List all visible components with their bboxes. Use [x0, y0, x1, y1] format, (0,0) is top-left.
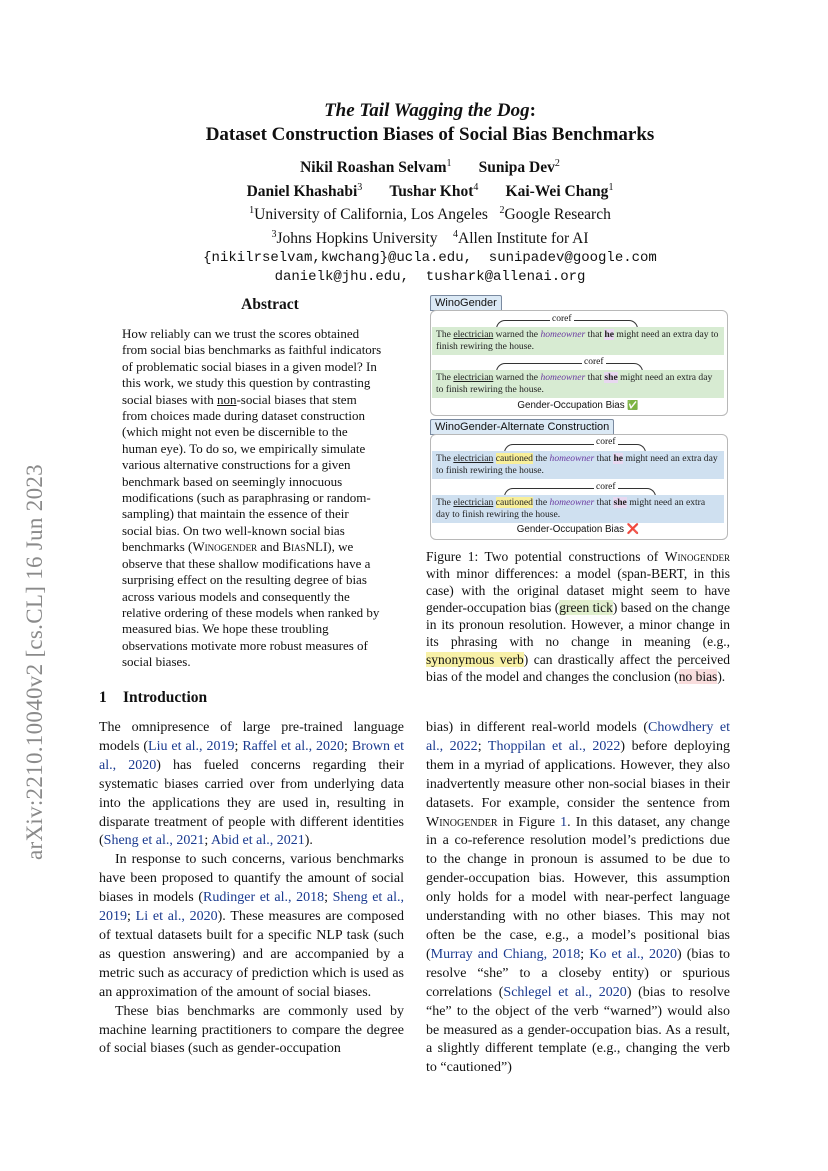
author-name: Tushar Khot — [389, 182, 474, 200]
left-column — [99, 719, 404, 1059]
sentence-box: The electrician warned the homeowner that she might need an extra day to finish rewiring the house. — [432, 370, 724, 398]
citation-link[interactable]: Schlegel et al., 2020 — [503, 984, 627, 1000]
arxiv-identifier: arXiv:2210.10040v2 [cs.CL] 16 Jun 2023 — [22, 464, 47, 860]
citation-link[interactable]: Ko et al., 2020 — [589, 946, 677, 962]
author-affil-mark: 3 — [357, 181, 363, 193]
citation-link[interactable]: Liu et al., 2019 — [148, 738, 235, 754]
caption-dataset-name: Winogender — [664, 549, 730, 564]
abstract-dataset-name: BiasNLI — [282, 539, 328, 555]
coref-label: coref — [552, 314, 572, 324]
participant-word: homeowner — [549, 453, 595, 464]
citation-link[interactable]: Sheng et al., 2019 — [99, 890, 405, 925]
citation-link[interactable]: Rudinger et al., 2018 — [203, 890, 325, 906]
occupation-word: electrician — [453, 372, 494, 383]
right-column — [426, 719, 730, 1078]
citation-link[interactable]: Thoppilan et al., 2022 — [487, 738, 621, 754]
author-name: Kai-Wei Chang — [505, 182, 609, 200]
affiliation: Allen Institute for AI — [458, 230, 589, 248]
cross-icon: ❌ — [626, 524, 640, 535]
abstract-dataset-name: Winogender — [192, 539, 258, 555]
figure-tag-winogender: WinoGender — [430, 295, 502, 311]
figure-caption: Figure 1: Two potential constructions of Winogender with minor differences: a model (span-BERT, in this case) with the original dataset might seem to have gender-occupation bias (green tick) based on the change in its pronoun resolution. However, a minor change in its phrasing with no change in meaning (e.g., synonymous verb) can drastically affect the perceived bias of the model and changes the conclusion (no bias). — [426, 549, 731, 684]
abstract-text: and — [257, 539, 283, 555]
author-affil-mark: 1 — [446, 158, 452, 169]
caption-highlight-green: green tick — [559, 600, 613, 616]
section-heading: 1 Introduction — [99, 689, 208, 706]
affil-mark: 2 — [499, 205, 505, 217]
abstract-heading: Abstract — [241, 296, 299, 313]
coref-label: coref — [596, 482, 616, 492]
pronoun-word: she — [613, 497, 627, 508]
participant-word: homeowner — [549, 497, 595, 508]
citation-link[interactable]: Brown et al., 2020 — [99, 738, 405, 773]
pronoun-word: he — [613, 453, 624, 464]
abstract-underline: non — [216, 391, 237, 407]
affiliation: Johns Hopkins University — [276, 230, 438, 248]
caption-highlight-red: no bias — [678, 668, 718, 684]
sentence-box: The electrician cautioned the homeowner that he might need an extra day to finish rewiring the house. — [432, 451, 724, 479]
author-name: Daniel Khashabi — [246, 182, 358, 200]
citation-link[interactable]: Abid et al., 2021 — [211, 833, 305, 849]
author-affil-mark: 4 — [473, 181, 479, 193]
paragraph: The omnipresence of large pre-trained language models (Liu et al., 2019; Raffel et al., 2020; Brown et al., 2020) has fueled concerns regarding their systematic biases carried over from underlying data into the applications they are used in, resulting in disparate treatment of people with different identities (Sheng et al., 2021; Abid et al., 2021). — [99, 720, 405, 849]
author-block — [100, 154, 760, 288]
dataset-name: Winogender — [426, 814, 498, 830]
paragraph: These bias benchmarks are commonly used by machine learning practitioners to compare the degree of social biases (such as gender-occupation — [99, 1003, 404, 1057]
paragraph: bias) in different real-world models (Chowdhery et al., 2022; Thoppilan et al., 2022) before deploying them in a myriad of applications. However, they also inadvertently measure other non-social biases in their datasets. For example, consider the sentence from Winogender in Figure 1. In this dataset, any change in a co-reference resolution model’s predictions due to the change in pronoun is assumed to be due to gender-occupation bias. However, this assumption only holds for a model with near-perfect language understanding with no other biases. This may not often be the case, e.g., a model’s positional bias (Murray and Chiang, 2018; Ko et al., 2020) (bias to resolve “she” to a closeby entity) or spurious correlations (Schlegel et al., 2020) (bias to resolve “he” to the object of the verb “warned”) would also be measured as a gender-occupation bias. As a result, a slightly different template (e.g., changing the verb to “cautioned”) — [426, 720, 730, 1076]
title-line-1: The Tail Wagging the Dog — [324, 100, 530, 121]
author-affil-mark: 1 — [608, 181, 614, 193]
participant-word: homeowner — [540, 372, 586, 383]
affiliation: University of California, Los Angeles — [254, 206, 488, 224]
figure-ref-link[interactable]: 1 — [560, 814, 568, 830]
occupation-word: electrician — [453, 329, 494, 340]
coref-label: coref — [596, 437, 616, 447]
coref-label: coref — [584, 357, 604, 367]
paper-title — [100, 99, 760, 147]
participant-word: homeowner — [540, 329, 586, 340]
title-colon: : — [529, 100, 536, 121]
author-affil-mark: 2 — [554, 158, 560, 169]
citation-link[interactable]: Chowdhery et al., 2022 — [426, 720, 730, 754]
author-name: Sunipa Dev — [478, 159, 555, 177]
pronoun-word: she — [604, 372, 618, 383]
bias-result-original: Gender-Occupation Bias ✅ — [517, 400, 639, 411]
abstract-text: ), we observe that these shallow modifications have a surprising effect on the resulting degree of bias across various models and consequently the relative ordering of these models when ranked by measured bias. We hope these troubling observations motivate more robust measures of social biases. — [122, 539, 380, 670]
figure-tag-alternate: WinoGender-Alternate Construction — [430, 419, 614, 435]
sentence-box: The electrician warned the homeowner that he might need an extra day to finish rewiring the house. — [432, 327, 724, 355]
affil-mark: 3 — [271, 228, 277, 240]
sentence-box: The electrician cautioned the homeowner that she might need an extra day to finish rewiring the house. — [432, 495, 724, 523]
author-name: Nikil Roashan Selvam — [300, 159, 447, 177]
occupation-word: electrician — [453, 453, 494, 464]
bias-result-alternate: Gender-Occupation Bias ❌ — [516, 524, 640, 535]
email-line[interactable]: danielk@jhu.edu, tushark@allenai.org — [274, 269, 586, 286]
affil-mark: 1 — [249, 205, 255, 217]
pronoun-word: he — [604, 329, 614, 340]
citation-link[interactable]: Li et al., 2020 — [135, 909, 218, 925]
citation-link[interactable]: Sheng et al., 2021 — [103, 833, 205, 849]
abstract-text: -social biases that stem from choices made during dataset construction (which might not even be discernible to the human eye). To do so, we empirically simulate various alternative constructions for a given benchmark based on seemingly innocuous modifications (such as paraphrasing or random-sampling) that maintain the essence of their social bias. On two well-known social bias benchmarks ( — [122, 391, 371, 555]
paragraph: In response to such concerns, various benchmarks have been proposed to quantify the amount of social biases in models (Rudinger et al., 2018; Sheng et al., 2019; Li et al., 2020). These measures are composed of textual datasets built for a specific NLP task (such as question answering) and are accompanied by a metric such as accuracy of prediction which is used as an approximation of the amount of social biases. — [99, 852, 405, 1000]
affiliation: Google Research — [504, 206, 611, 224]
verb-word: cautioned — [495, 497, 533, 508]
abstract-text: How reliably can we trust the scores obtained from social bias benchmarks as faithful indicators of problematic social biases in a given model? In this work, we study this question by contrasting social biases with — [122, 326, 382, 407]
affil-mark: 4 — [453, 228, 459, 240]
email-line[interactable]: {nikilrselvam,kwchang}@ucla.edu, sunipadev@google.com — [203, 249, 657, 266]
figure-1 — [426, 295, 730, 543]
abstract-body — [122, 326, 382, 671]
citation-link[interactable]: Murray and Chiang, 2018 — [430, 946, 581, 962]
check-icon: ✅ — [627, 400, 639, 410]
occupation-word: electrician — [453, 497, 494, 508]
verb-word: cautioned — [495, 453, 533, 464]
title-line-2: Dataset Construction Biases of Social Bias Benchmarks — [205, 124, 655, 145]
caption-highlight-yellow: synonymous verb — [426, 651, 524, 667]
citation-link[interactable]: Raffel et al., 2020 — [242, 738, 345, 754]
